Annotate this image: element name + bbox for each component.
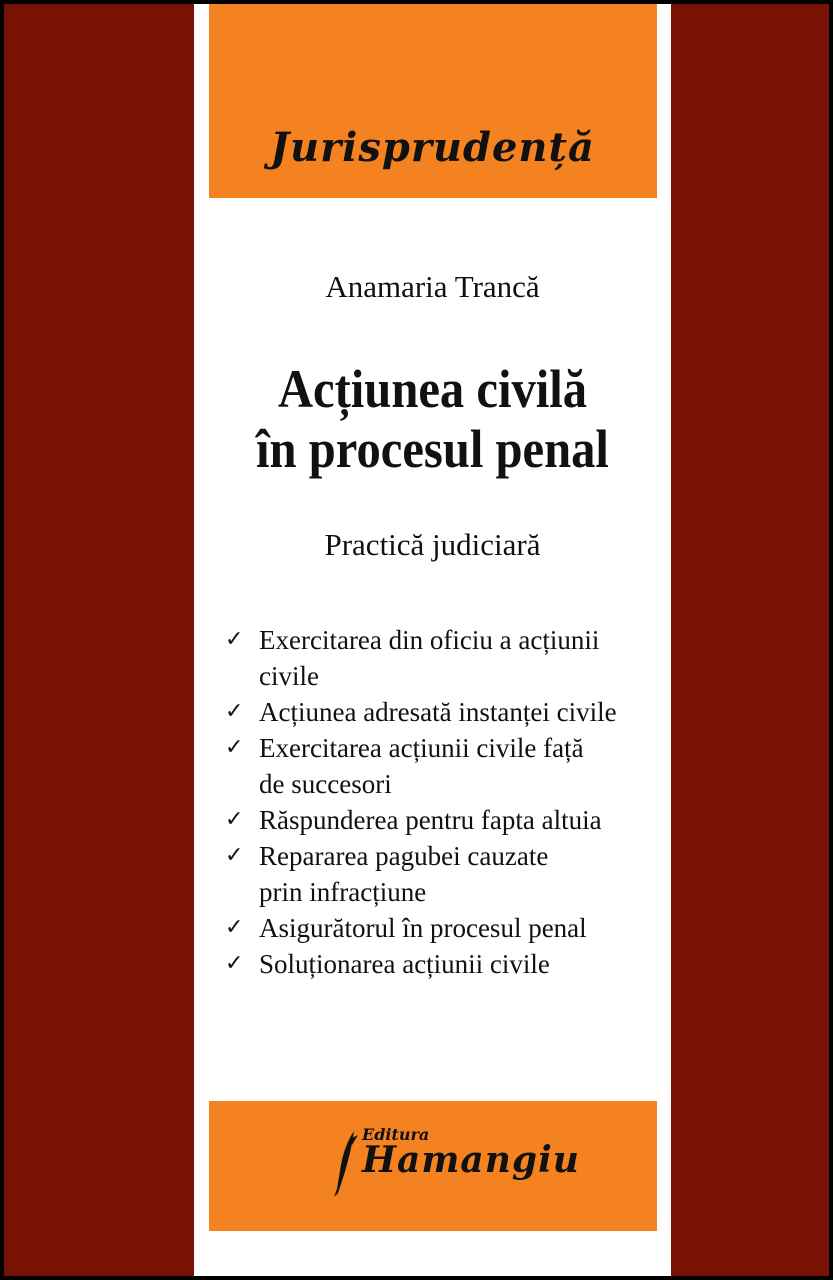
book-title-line1: Acțiunea civilă xyxy=(277,359,588,419)
topic-item xyxy=(219,802,669,838)
checkmark-icon: ✓ xyxy=(225,699,244,724)
checkmark-icon: ✓ xyxy=(225,627,244,652)
topic-line-continued: civile xyxy=(259,661,319,691)
checkmark-icon: ✓ xyxy=(225,735,244,760)
checkmark-icon: ✓ xyxy=(225,951,244,976)
checkmark-icon: ✓ xyxy=(225,915,244,940)
book-title-line2: în procesul penal xyxy=(256,419,609,479)
cover-center-panel xyxy=(194,4,671,1276)
topic-line-continued: de succesori xyxy=(259,769,392,799)
publisher-label: Editura xyxy=(362,1125,430,1144)
topic-line: Acțiunea adresată instanței civile xyxy=(259,697,617,727)
publisher-band xyxy=(209,1101,657,1231)
topic-line: Repararea pagubei cauzate xyxy=(259,841,549,871)
topic-item xyxy=(219,910,669,946)
topic-item xyxy=(219,838,669,910)
series-title: Jurisprudență xyxy=(270,124,595,171)
topic-line: Asigurătorul în procesul penal xyxy=(259,913,587,943)
book-title xyxy=(218,359,647,479)
topics-list xyxy=(219,622,669,982)
publisher-logo xyxy=(324,1123,580,1203)
book-subtitle: Practică judiciară xyxy=(324,527,541,562)
topic-line-continued: prin infracțiune xyxy=(259,877,427,907)
topic-item xyxy=(219,946,669,982)
topic-item xyxy=(219,694,669,730)
topic-line: Soluționarea acțiunii civile xyxy=(259,949,550,979)
publisher-name: Hamangiu xyxy=(362,1139,580,1181)
checkmark-icon: ✓ xyxy=(225,843,244,868)
topic-item xyxy=(219,730,669,802)
quill-icon xyxy=(324,1129,364,1199)
checkmark-icon: ✓ xyxy=(225,807,244,832)
topic-line: Exercitarea din oficiu a acțiunii xyxy=(259,625,600,655)
book-cover xyxy=(4,4,829,1276)
topic-line: Răspunderea pentru fapta altuia xyxy=(259,805,602,835)
author-name: Anamaria Trancă xyxy=(325,269,540,304)
topic-item xyxy=(219,622,669,694)
topic-line: Exercitarea acțiunii civile față xyxy=(259,733,584,763)
